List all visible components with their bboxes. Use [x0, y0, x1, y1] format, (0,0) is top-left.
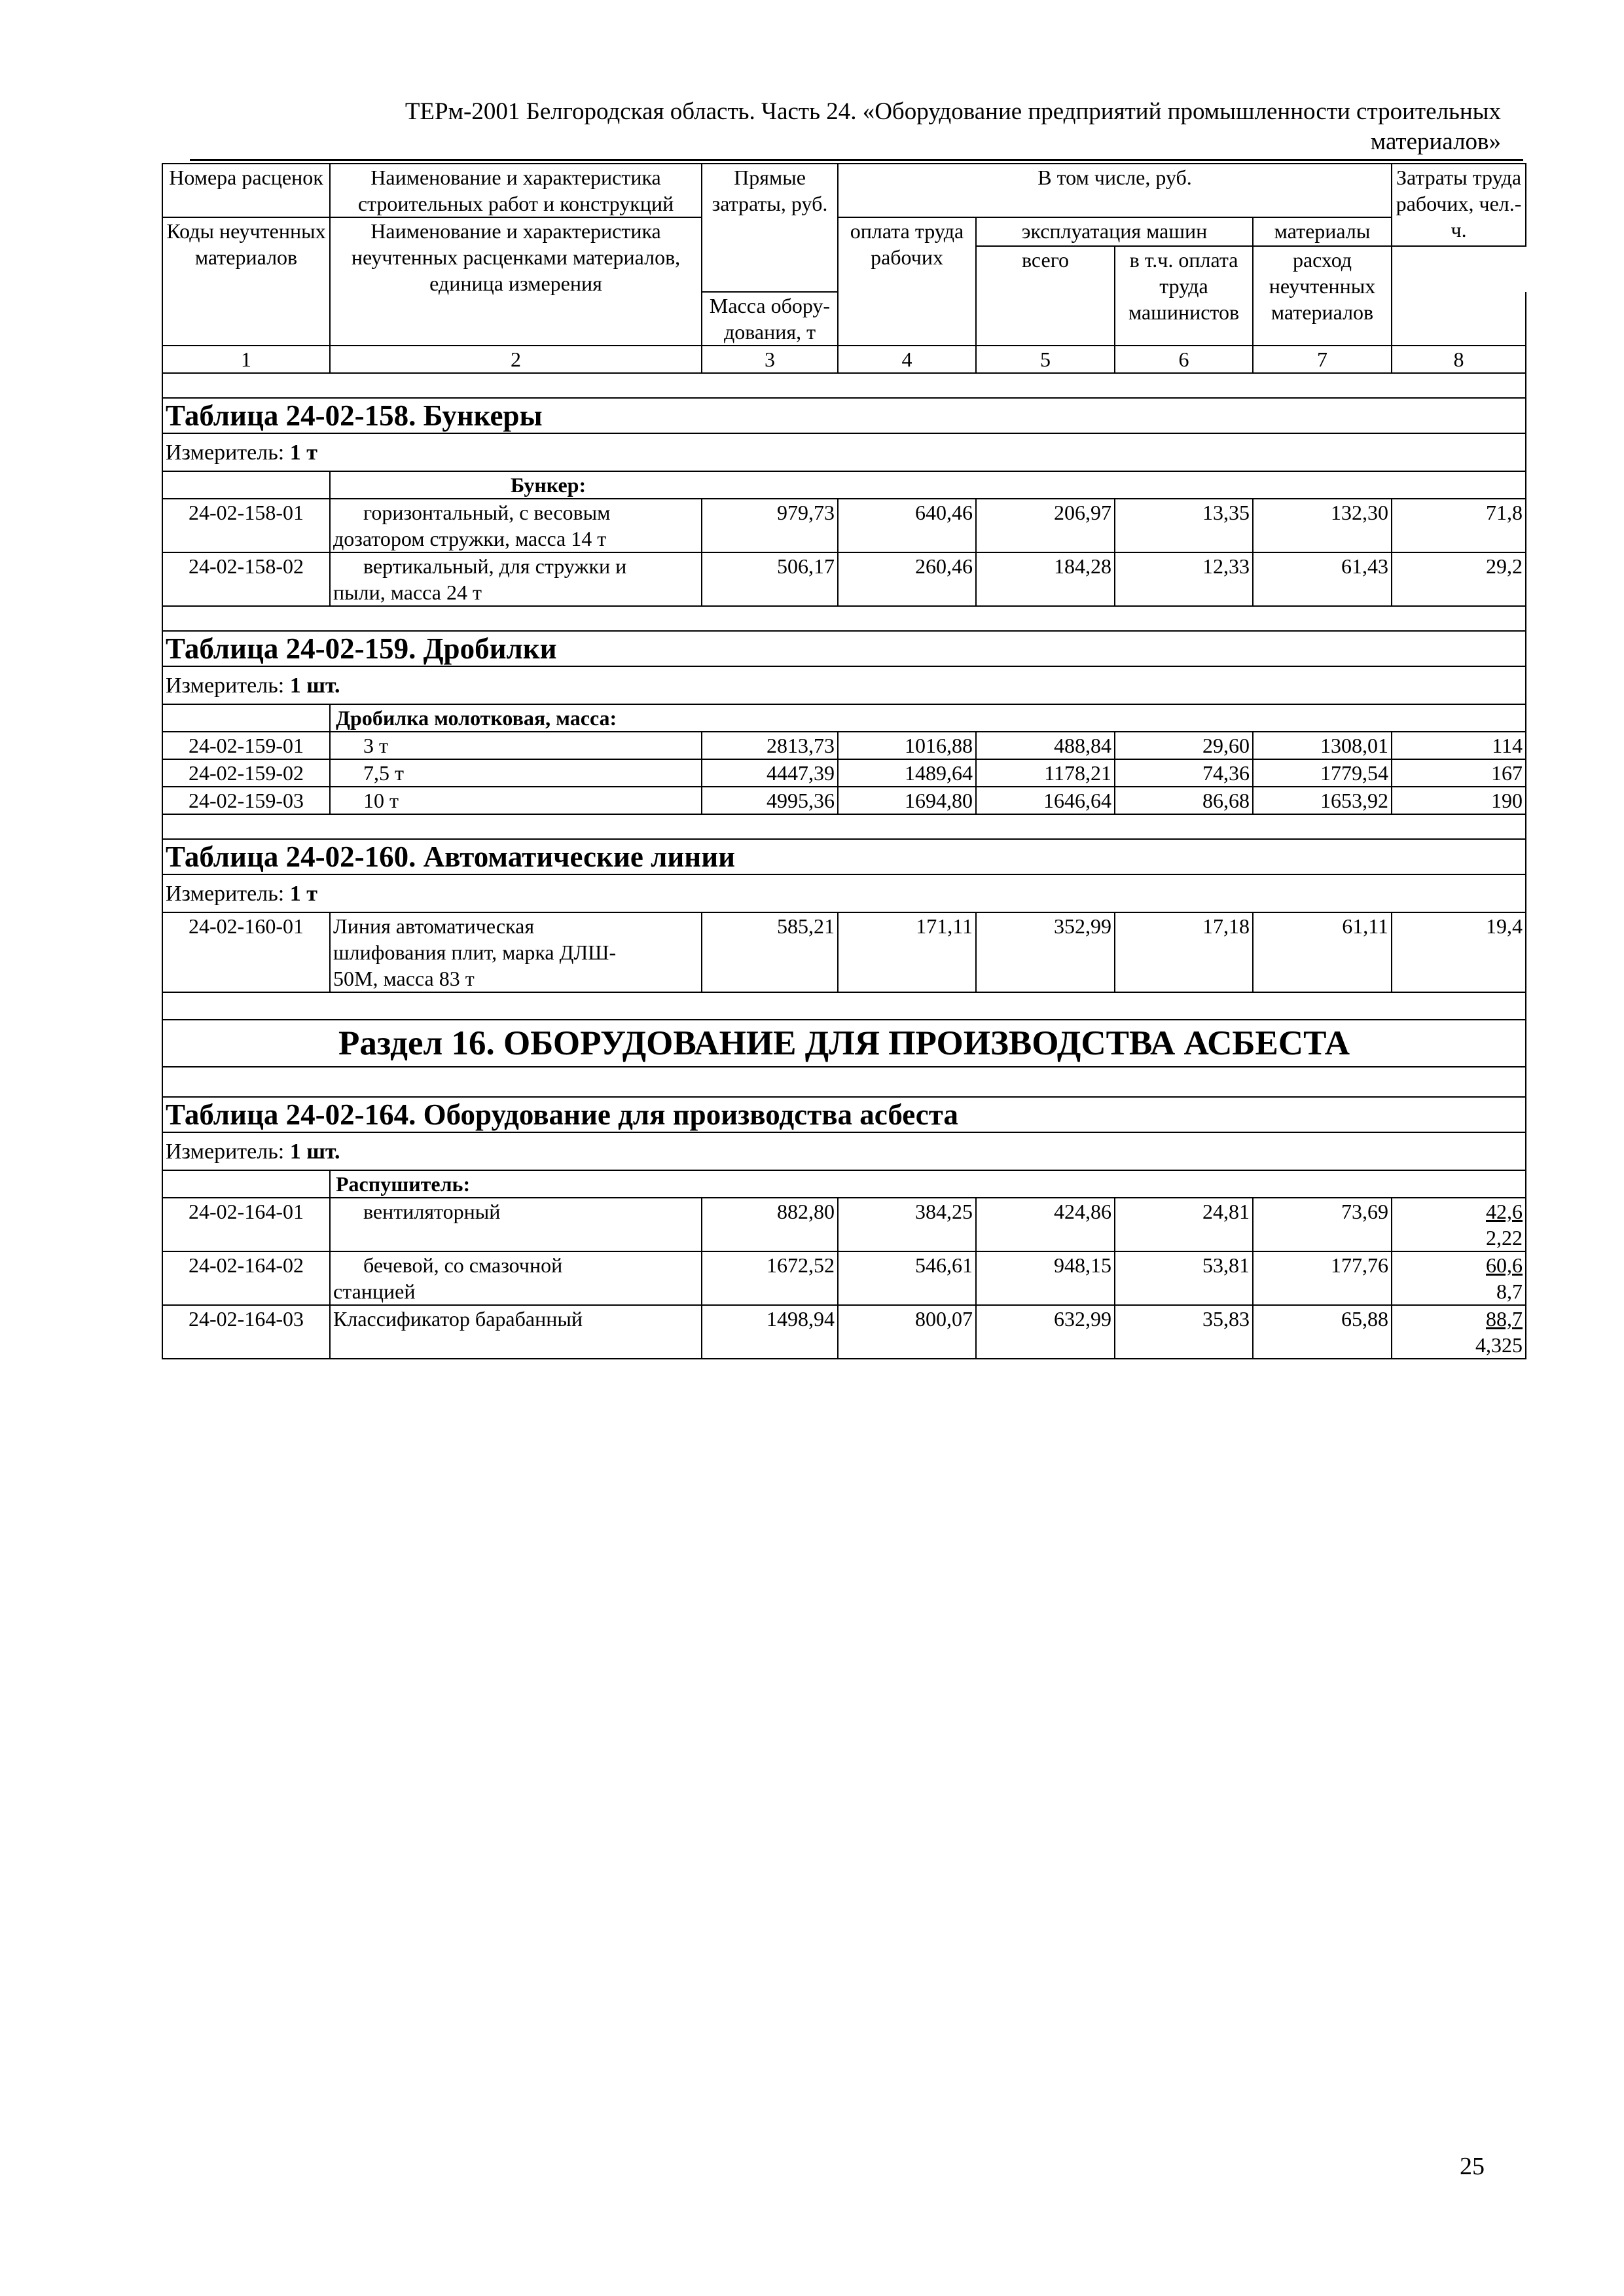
materials-header: материалы [1253, 217, 1392, 246]
empty-cell [162, 1170, 330, 1198]
rate-name: 10 т [330, 787, 702, 814]
machine-total: 352,99 [976, 912, 1115, 992]
incl-header: В том числе, руб. [838, 164, 1392, 217]
rate-name-line: дозатором стружки, масса 14 т [333, 527, 607, 550]
col-number: 4 [838, 346, 976, 373]
header-rule [190, 159, 1523, 161]
measure-value: 1 шт. [289, 673, 340, 698]
labor-hours: 190 [1392, 787, 1526, 814]
machinist-pay: 17,18 [1115, 912, 1253, 992]
measure-158 [162, 433, 1526, 471]
rate-name [330, 1251, 702, 1305]
table-row [162, 759, 1526, 787]
table-row [162, 1251, 1526, 1305]
col-number: 1 [162, 346, 330, 373]
rate-name-line: бечевой, со смазочной [363, 1253, 563, 1277]
measure-159 [162, 666, 1526, 704]
machinist-pay: 74,36 [1115, 759, 1253, 787]
table-title-164: Таблица 24-02-164. Оборудование для производства асбеста [162, 1097, 1526, 1132]
table-title-159: Таблица 24-02-159. Дробилки [162, 631, 1526, 666]
equipment-mass: 4,325 [1475, 1333, 1523, 1357]
materials: 65,88 [1253, 1305, 1392, 1359]
col8-header-bottom: Масса обору-дования, т [702, 292, 838, 346]
labor-hours: 42,6 [1486, 1200, 1523, 1223]
rate-code: 24-02-159-01 [162, 732, 330, 759]
table-title-160: Таблица 24-02-160. Автоматические линии [162, 839, 1526, 874]
section-title: Раздел 16. ОБОРУДОВАНИЕ ДЛЯ ПРОИЗВОДСТВА АСБЕСТА [162, 1020, 1526, 1067]
equipment-mass: 2,22 [1486, 1226, 1523, 1249]
materials: 1779,54 [1253, 759, 1392, 787]
spacer [162, 992, 1526, 1020]
table-row [162, 1198, 1526, 1251]
col5-header: всего [976, 246, 1115, 346]
machine-total: 488,84 [976, 732, 1115, 759]
col3-header: Прямые затраты, руб. [702, 164, 838, 292]
materials: 177,76 [1253, 1251, 1392, 1305]
table-title-158: Таблица 24-02-158. Бункеры [162, 398, 1526, 433]
rate-name [330, 1305, 702, 1359]
machinist-pay: 35,83 [1115, 1305, 1253, 1359]
rate-name-line: пыли, масса 24 т [333, 581, 482, 604]
labor-hours-and-mass [1392, 1305, 1526, 1359]
labor-hours: 88,7 [1486, 1307, 1523, 1331]
machinist-pay: 24,81 [1115, 1198, 1253, 1251]
group-header-158: Бункер: [330, 471, 1526, 499]
labor-hours-and-mass [1392, 1251, 1526, 1305]
measure-label: Измеритель: [166, 440, 285, 465]
machinist-pay: 86,68 [1115, 787, 1253, 814]
group-header-164: Распушитель: [330, 1170, 1526, 1198]
measure-value: 1 т [289, 440, 317, 465]
machinist-pay: 53,81 [1115, 1251, 1253, 1305]
machinist-pay: 13,35 [1115, 499, 1253, 552]
rate-code: 24-02-164-03 [162, 1305, 330, 1359]
machine-total: 206,97 [976, 499, 1115, 552]
rate-name [330, 552, 702, 606]
col1-header-top: Номера расценок [162, 164, 330, 217]
machine-total: 632,99 [976, 1305, 1115, 1359]
col-number: 6 [1115, 346, 1253, 373]
table-row [162, 912, 1526, 992]
measure-label: Измеритель: [166, 882, 285, 906]
measure-164 [162, 1132, 1526, 1170]
labor-pay: 640,46 [838, 499, 976, 552]
materials: 61,11 [1253, 912, 1392, 992]
spacer [162, 814, 1526, 839]
equipment-mass: 8,7 [1496, 1280, 1523, 1303]
machinist-pay: 29,60 [1115, 732, 1253, 759]
rate-code: 24-02-159-02 [162, 759, 330, 787]
labor-pay: 171,11 [838, 912, 976, 992]
machine-total: 424,86 [976, 1198, 1115, 1251]
table-row [162, 499, 1526, 552]
rate-name [330, 499, 702, 552]
machine-total: 184,28 [976, 552, 1115, 606]
col-number: 7 [1253, 346, 1392, 373]
measure-label: Измеритель: [166, 1139, 285, 1164]
measure-label: Измеритель: [166, 673, 285, 698]
materials: 61,43 [1253, 552, 1392, 606]
labor-pay: 800,07 [838, 1305, 976, 1359]
labor-pay: 1694,80 [838, 787, 976, 814]
spacer [162, 1067, 1526, 1097]
direct-cost: 1498,94 [702, 1305, 838, 1359]
col2-header-top: Наименование и характеристика строительных работ и конструкций [330, 164, 702, 217]
measure-value: 1 т [289, 882, 317, 906]
direct-cost: 882,80 [702, 1198, 838, 1251]
table-row [162, 787, 1526, 814]
table-row [162, 732, 1526, 759]
table-row [162, 1305, 1526, 1359]
rate-name-line: станцией [333, 1280, 416, 1303]
rate-code: 24-02-158-02 [162, 552, 330, 606]
col-number: 3 [702, 346, 838, 373]
direct-cost: 585,21 [702, 912, 838, 992]
labor-hours: 19,4 [1392, 912, 1526, 992]
rate-name [330, 912, 702, 992]
header-line-1: ТЕРм-2001 Белгородская область. Часть 24. «Оборудование предприятий промышленности строительных [405, 98, 1501, 125]
col2-header-bottom: Наименование и характеристика неучтенных расценками материалов, единица измерения [330, 217, 702, 346]
labor-hours: 29,2 [1392, 552, 1526, 606]
measure-value: 1 шт. [289, 1139, 340, 1164]
col4-header: оплата труда рабочих [838, 217, 976, 346]
rate-name-line: Классификатор барабанный [333, 1307, 583, 1331]
materials: 132,30 [1253, 499, 1392, 552]
page-number: 25 [1460, 2153, 1485, 2180]
direct-cost: 2813,73 [702, 732, 838, 759]
rate-name: 3 т [330, 732, 702, 759]
rate-name-line: Линия автоматическая [333, 914, 535, 938]
table-row [162, 552, 1526, 606]
labor-hours: 71,8 [1392, 499, 1526, 552]
labor-pay: 260,46 [838, 552, 976, 606]
direct-cost: 979,73 [702, 499, 838, 552]
rates-table [162, 163, 1526, 1359]
labor-pay: 1489,64 [838, 759, 976, 787]
rate-name-line: вентиляторный [363, 1200, 501, 1223]
labor-hours: 60,6 [1486, 1253, 1523, 1277]
labor-hours: 167 [1392, 759, 1526, 787]
materials: 1308,01 [1253, 732, 1392, 759]
col6-header: в т.ч. оплата труда машинистов [1115, 246, 1253, 346]
materials: 1653,92 [1253, 787, 1392, 814]
rate-name-line: 50М, масса 83 т [333, 967, 475, 990]
spacer [162, 606, 1526, 631]
empty-cell [162, 704, 330, 732]
spacer [162, 373, 1526, 398]
direct-cost: 1672,52 [702, 1251, 838, 1305]
page-header [162, 97, 1501, 157]
rate-name: 7,5 т [330, 759, 702, 787]
rate-name-line: шлифования плит, марка ДЛШ- [333, 941, 617, 964]
rate-code: 24-02-159-03 [162, 787, 330, 814]
machinist-pay: 12,33 [1115, 552, 1253, 606]
machine-total: 948,15 [976, 1251, 1115, 1305]
rate-code: 24-02-164-02 [162, 1251, 330, 1305]
direct-cost: 506,17 [702, 552, 838, 606]
labor-hours: 114 [1392, 732, 1526, 759]
rate-code: 24-02-160-01 [162, 912, 330, 992]
rate-code: 24-02-158-01 [162, 499, 330, 552]
labor-pay: 384,25 [838, 1198, 976, 1251]
col-number: 5 [976, 346, 1115, 373]
group-header-159: Дробилка молотковая, масса: [330, 704, 1526, 732]
labor-hours-and-mass [1392, 1198, 1526, 1251]
col1-header-bottom: Коды неучтенных материалов [162, 217, 330, 346]
labor-pay: 1016,88 [838, 732, 976, 759]
labor-pay: 546,61 [838, 1251, 976, 1305]
materials: 73,69 [1253, 1198, 1392, 1251]
measure-160 [162, 874, 1526, 912]
rate-name-line: горизонтальный, с весовым [363, 501, 611, 524]
rate-name [330, 1198, 702, 1251]
direct-cost: 4447,39 [702, 759, 838, 787]
col3-header-pad [1392, 292, 1526, 346]
col8-header-top: Затраты труда рабочих, чел.-ч. [1392, 164, 1526, 246]
direct-cost: 4995,36 [702, 787, 838, 814]
col7-header: расход неучтенных материалов [1253, 246, 1392, 346]
machines-header: эксплуатация машин [976, 217, 1253, 246]
header-line-2: материалов» [1370, 128, 1501, 155]
col-number: 2 [330, 346, 702, 373]
rate-code: 24-02-164-01 [162, 1198, 330, 1251]
machine-total: 1178,21 [976, 759, 1115, 787]
col-number: 8 [1392, 346, 1526, 373]
rate-name-line: вертикальный, для стружки и [363, 554, 627, 578]
machine-total: 1646,64 [976, 787, 1115, 814]
empty-cell [162, 471, 330, 499]
